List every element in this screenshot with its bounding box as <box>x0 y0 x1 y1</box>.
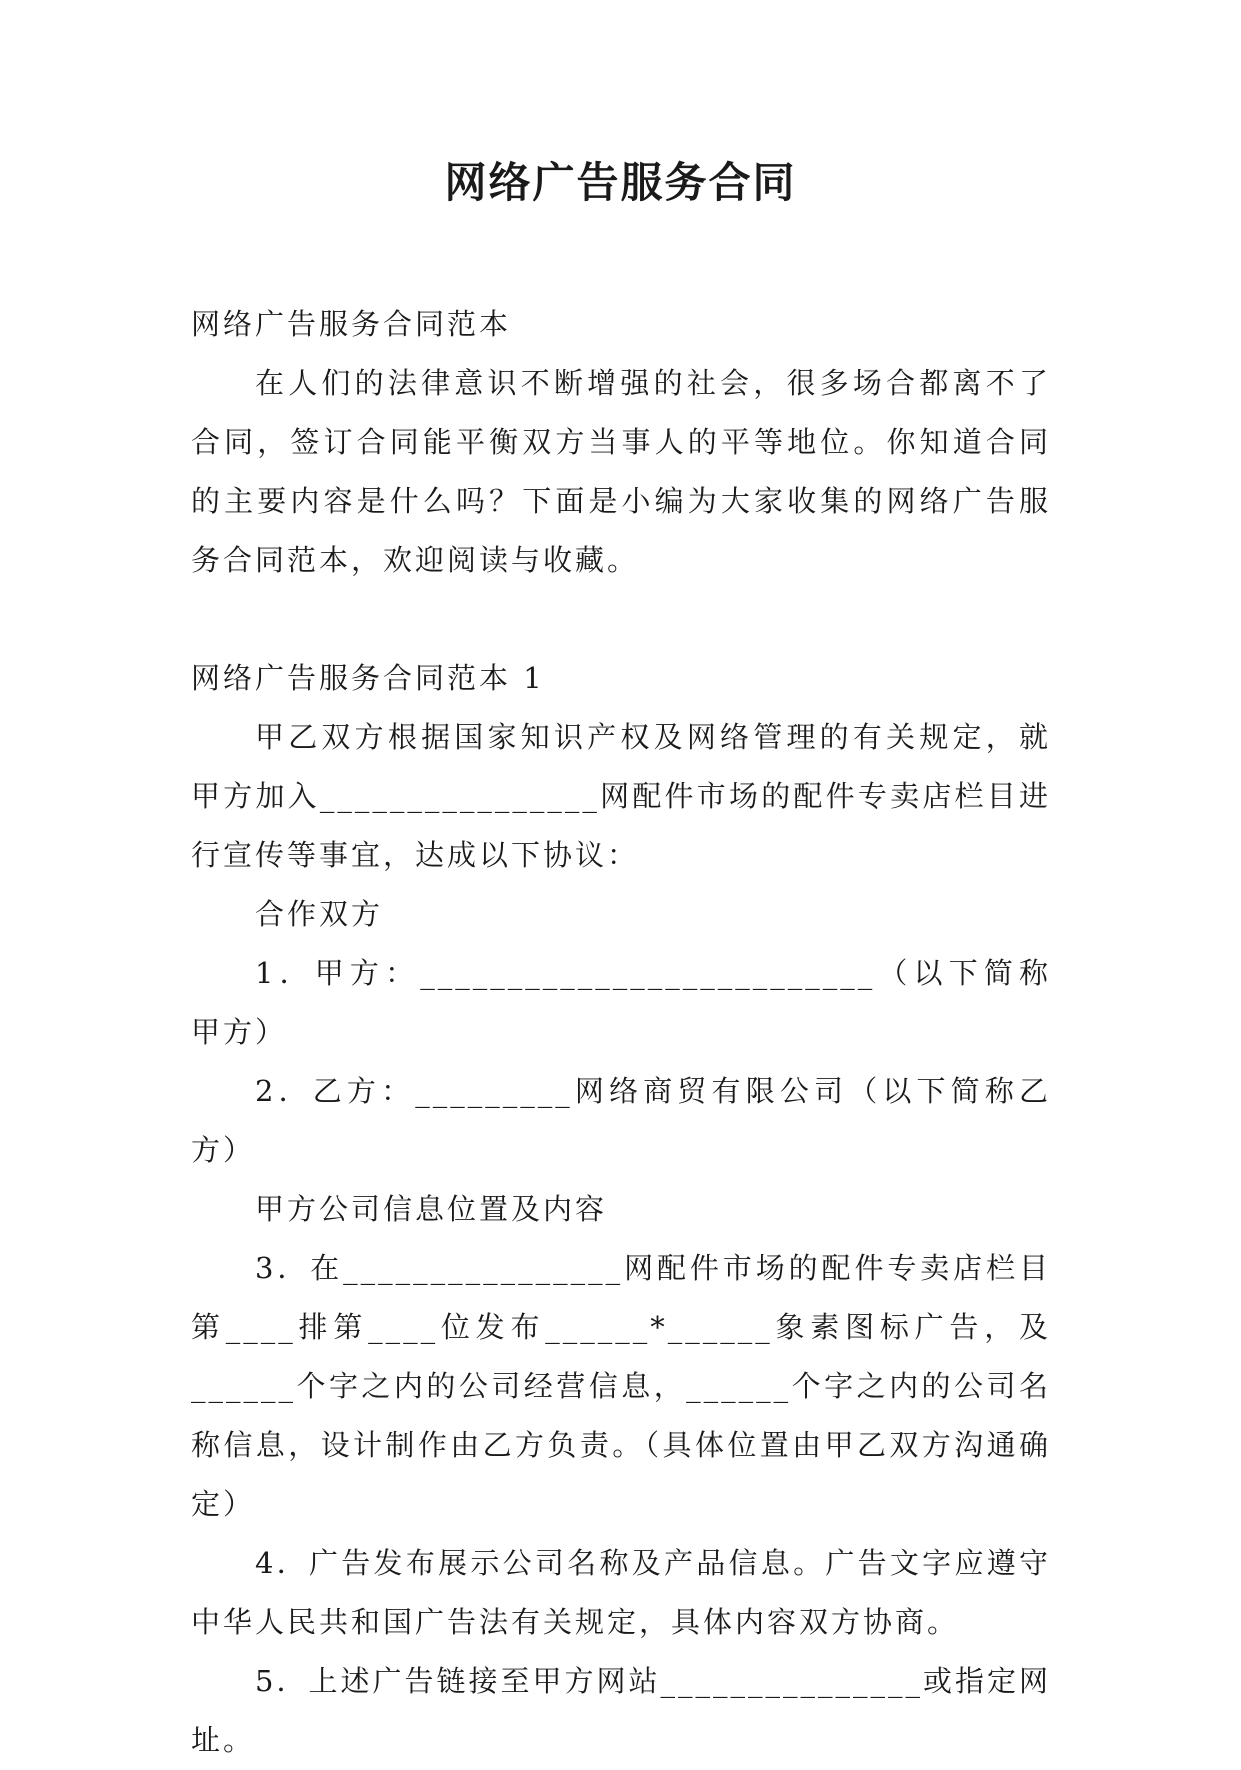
paragraph-subtitle: 网络广告服务合同范本 <box>191 307 512 341</box>
paragraph-parties-heading: 合作双方 <box>255 897 384 931</box>
document-title: 网络广告服务合同 <box>444 158 797 207</box>
paragraph-clause-3: 3．在________________网配件市场的配件专卖店栏目第____排第____位发布______*______象素图标广告，及______个字之内的公司经营信息，______个字之内的公司名称信息，设计制作由乙方负责。（具体位置由甲乙双方沟通确定） <box>191 1251 1051 1521</box>
paragraph-party-a: 1．甲方：__________________________（以下简称甲方） <box>191 956 1051 1049</box>
paragraph-intro: 在人们的法律意识不断增强的社会，很多场合都离不了合同，签订合同能平衡双方当事人的平等地位。你知道合同的主要内容是什么吗？下面是小编为大家收集的网络广告服务合同范本，欢迎阅读与收藏。 <box>191 366 1051 577</box>
document-body <box>191 295 1051 1770</box>
paragraph-party-b: 2．乙方：_________网络商贸有限公司（以下简称乙方） <box>191 1074 1051 1167</box>
paragraph-preamble: 甲乙双方根据国家知识产权及网络管理的有关规定，就甲方加入________________网配件市场的配件专卖店栏目进行宣传等事宜，达成以下协议： <box>191 720 1051 872</box>
paragraph-info-heading: 甲方公司信息位置及内容 <box>255 1192 608 1226</box>
paragraph-clause-5: 5．上述广告链接至甲方网站_______________或指定网址。 <box>191 1664 1051 1757</box>
paragraph-clause-4: 4．广告发布展示公司名称及产品信息。广告文字应遵守中华人民共和国广告法有关规定，具体内容双方协商。 <box>191 1546 1051 1639</box>
paragraph-section-heading: 网络广告服务合同范本 1 <box>191 661 545 695</box>
paragraph-spacer <box>191 590 1051 649</box>
